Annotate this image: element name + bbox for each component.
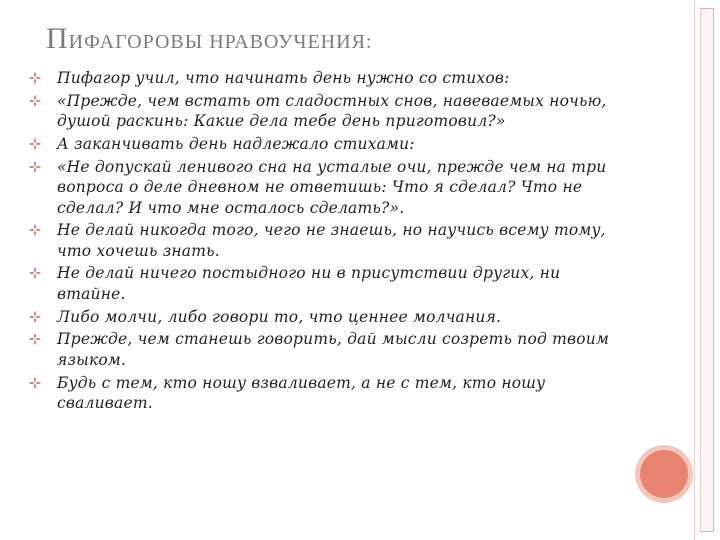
slide-title — [46, 22, 372, 56]
fleuron-bullet-icon — [28, 310, 42, 324]
item-text: Прежде, чем станешь говорить, дай мысли созреть под твоим языком. — [57, 330, 610, 369]
title-rest: ИФАГОРОВЫ НРАВОУЧЕНИЯ: — [68, 31, 373, 53]
item-text: Либо молчи, либо говори то, что ценнее молчания. — [57, 307, 502, 326]
fleuron-bullet-icon — [28, 332, 42, 346]
fleuron-bullet-icon — [28, 266, 42, 280]
item-text: «Не допускай ленивого сна на усталые очи, прежде чем на три вопроса о деле дневном не ответишь: Что я сделал? Что не сделал? И что мне осталось сделать?». — [57, 157, 607, 217]
decorative-circle — [640, 450, 688, 498]
list-item — [28, 68, 628, 89]
item-text: Не делай ничего постыдного ни в присутствии других, ни втайне. — [57, 264, 561, 303]
item-text: А заканчивать день надлежало стихами: — [57, 134, 415, 153]
list-item — [28, 373, 628, 414]
list-item — [28, 134, 628, 155]
fleuron-bullet-icon — [28, 137, 42, 151]
item-text: «Прежде, чем встать от сладостных снов, навеваемых ночью, душой раскинь: Какие дела тебе день приготовил?» — [57, 91, 607, 131]
fleuron-bullet-icon — [28, 71, 42, 85]
fleuron-bullet-icon — [28, 376, 42, 390]
item-text: Пифагор учил, что начинать день нужно со стихов: — [57, 69, 510, 87]
teachings-list — [28, 68, 628, 416]
list-item — [28, 307, 628, 328]
fleuron-bullet-icon — [28, 160, 42, 174]
item-text: Будь с тем, кто ношу взваливает, а не с тем, кто ношу сваливает. — [57, 373, 546, 412]
list-item — [28, 220, 628, 261]
item-text: Не делай никогда того, чего не знаешь, но научись всему тому, что хочешь знать. — [57, 221, 606, 260]
slide-frame-border — [700, 8, 714, 532]
title-first-letter: П — [46, 22, 69, 55]
list-item — [28, 263, 628, 304]
list-item — [28, 157, 628, 219]
fleuron-bullet-icon — [28, 223, 42, 237]
list-item — [28, 91, 628, 132]
fleuron-bullet-icon — [28, 94, 42, 108]
list-item — [28, 329, 628, 370]
